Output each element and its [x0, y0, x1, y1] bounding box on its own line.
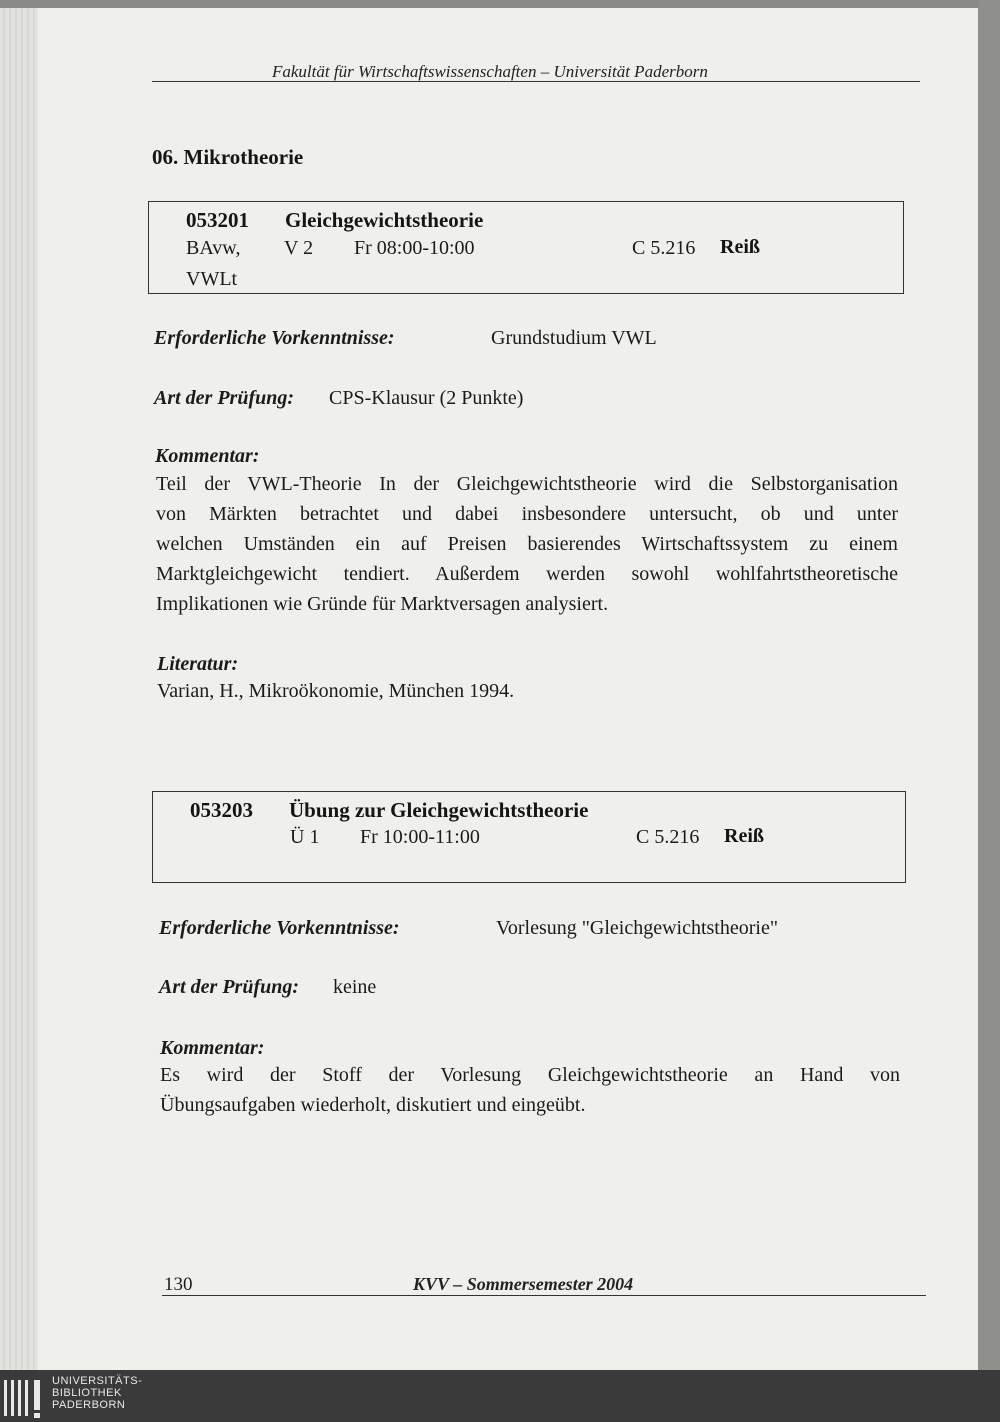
library-logo-text: [52, 1375, 142, 1411]
comment-line: Implikationen wie Gründe für Marktversagen analysiert.: [156, 593, 609, 615]
prereq-label: Erforderliche Vorkenntnisse:: [154, 327, 395, 349]
comment-line: Marktgleichgewicht tendiert. Außerdem werden sowohl wohlfahrtstheoretische: [156, 563, 898, 585]
comment-line: von Märkten betrachtet und dabei insbesondere untersucht, ob und unter: [156, 503, 898, 525]
course-box-053201: [148, 201, 904, 294]
prereq-value: Grundstudium VWL: [491, 327, 657, 349]
logo-line: PADERBORN: [52, 1399, 126, 1411]
comment-line: Übungsaufgaben wiederholt, diskutiert und eingeübt.: [160, 1094, 586, 1116]
course-time: Fr 08:00-10:00: [354, 237, 475, 259]
literature-label: Literatur:: [157, 653, 239, 675]
course-title: Übung zur Gleichgewichtstheorie: [289, 798, 589, 822]
prereq-label: Erforderliche Vorkenntnisse:: [159, 917, 400, 939]
course-lecturer: Reiß: [724, 825, 764, 847]
running-header: Fakultät für Wirtschaftswissenschaften – Universität Paderborn: [272, 62, 708, 81]
comment-text: [156, 469, 898, 619]
comment-label: Kommentar:: [160, 1037, 265, 1059]
course-title: Gleichgewichtstheorie: [285, 208, 484, 232]
exam-value: CPS-Klausur (2 Punkte): [329, 387, 524, 409]
course-room: C 5.216: [632, 237, 696, 259]
logo-line: BIBLIOTHEK: [52, 1387, 122, 1399]
page-number: 130: [164, 1274, 193, 1295]
course-lecturer: Reiß: [720, 236, 760, 258]
comment-label: Kommentar:: [155, 445, 260, 467]
comment-line: Teil der VWL-Theorie In der Gleichgewichtstheorie wird die Selbstorganisation: [156, 473, 898, 495]
book-spine-edge: [0, 8, 38, 1370]
course-code: 053203: [190, 798, 253, 822]
course-type: Ü 1: [290, 826, 320, 848]
library-footer-bar: [0, 1370, 1000, 1422]
course-room: C 5.216: [636, 826, 700, 848]
course-time: Fr 10:00-11:00: [360, 826, 480, 848]
course-code: 053201: [186, 208, 249, 232]
footer-semester: KVV – Sommersemester 2004: [413, 1274, 634, 1294]
comment-line: Es wird der Stoff der Vorlesung Gleichgewichtstheorie an Hand von: [160, 1064, 900, 1086]
course-type: V 2: [284, 237, 314, 259]
exam-label: Art der Prüfung:: [159, 976, 300, 998]
header-rule: [152, 81, 920, 82]
footer-rule: [162, 1295, 926, 1296]
literature-value: Varian, H., Mikroökonomie, München 1994.: [157, 680, 515, 702]
right-page-edge: [978, 0, 1000, 1370]
library-logo-icon: [4, 1376, 44, 1420]
course-program-2: VWLt: [186, 268, 238, 290]
section-title: 06. Mikrotheorie: [152, 145, 304, 169]
exam-label: Art der Prüfung:: [154, 387, 295, 409]
exam-value: keine: [333, 976, 377, 998]
top-edge: [0, 0, 1000, 8]
comment-line: welchen Umständen ein auf Preisen basierendes Wirtschaftssystem zu einem: [156, 533, 898, 555]
course-program: BAvw,: [186, 237, 241, 259]
logo-line: UNIVERSITÄTS-: [52, 1375, 143, 1387]
prereq-value: Vorlesung "Gleichgewichtstheorie": [496, 917, 779, 939]
comment-text: [160, 1060, 900, 1120]
